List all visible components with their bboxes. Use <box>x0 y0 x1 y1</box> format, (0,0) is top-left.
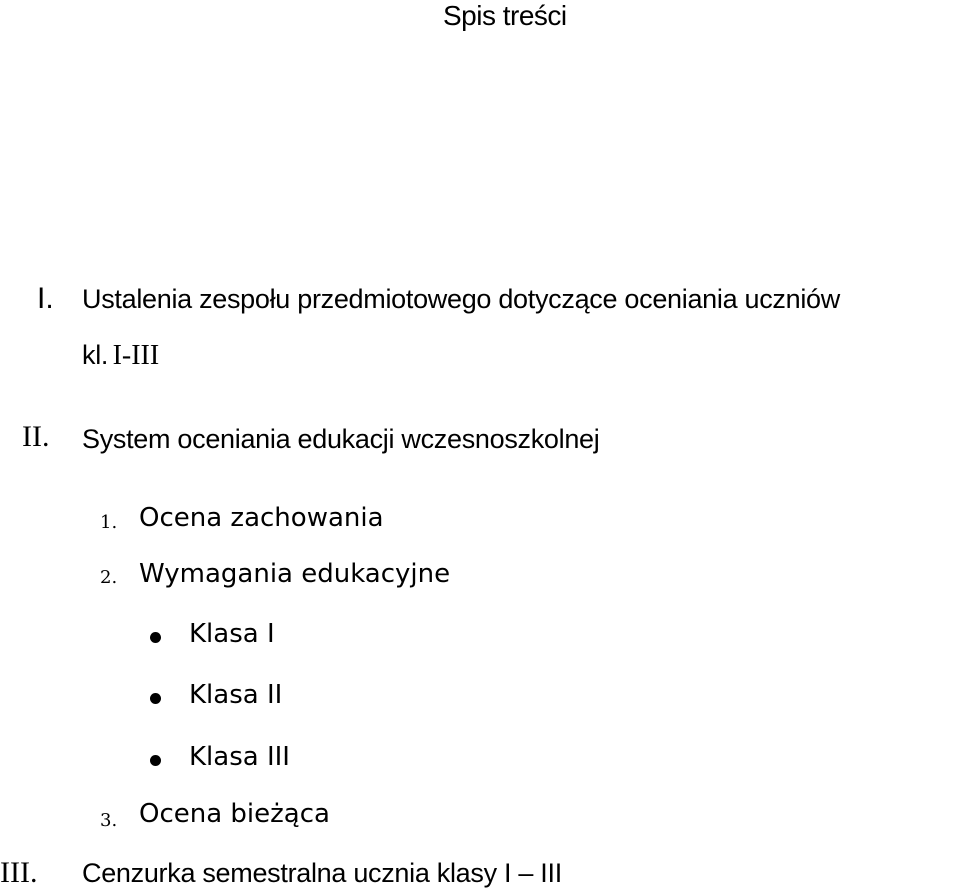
bullet-item-klasa-1: Klasa I <box>189 619 275 649</box>
bullet-icon <box>150 632 161 643</box>
subitem-1-text: Ocena zachowania <box>139 503 384 533</box>
subitem-2-number: 2. <box>100 567 118 588</box>
subitem-3-number: 3. <box>100 810 118 831</box>
section-1-continuation-rest: I-III <box>112 340 160 371</box>
section-3-numeral: III. <box>0 856 38 889</box>
subitem-2-text: Wymagania edukacyjne <box>139 559 451 589</box>
bullet-item-klasa-2: Klasa II <box>189 680 283 710</box>
section-1-heading: Ustalenia zespołu przedmiotowego dotyczące oceniania uczniów <box>82 284 840 314</box>
toc-title: Spis treści <box>443 0 567 31</box>
section-2-heading: System oceniania edukacji wczesnoszkolnej <box>82 424 600 454</box>
section-3-heading: Cenzurka semestralna ucznia klasy I – III <box>82 858 562 888</box>
section-1-numeral: I. <box>37 282 54 315</box>
subitem-1-number: 1. <box>100 512 118 533</box>
bullet-icon <box>150 693 161 704</box>
bullet-item-klasa-3: Klasa III <box>189 742 290 772</box>
section-2-numeral: II. <box>22 420 50 453</box>
bullet-icon <box>150 755 161 766</box>
section-1-continuation-prefix: kl. <box>82 340 109 370</box>
section-1-continuation <box>82 340 159 372</box>
subitem-3-text: Ocena bieżąca <box>139 799 330 829</box>
